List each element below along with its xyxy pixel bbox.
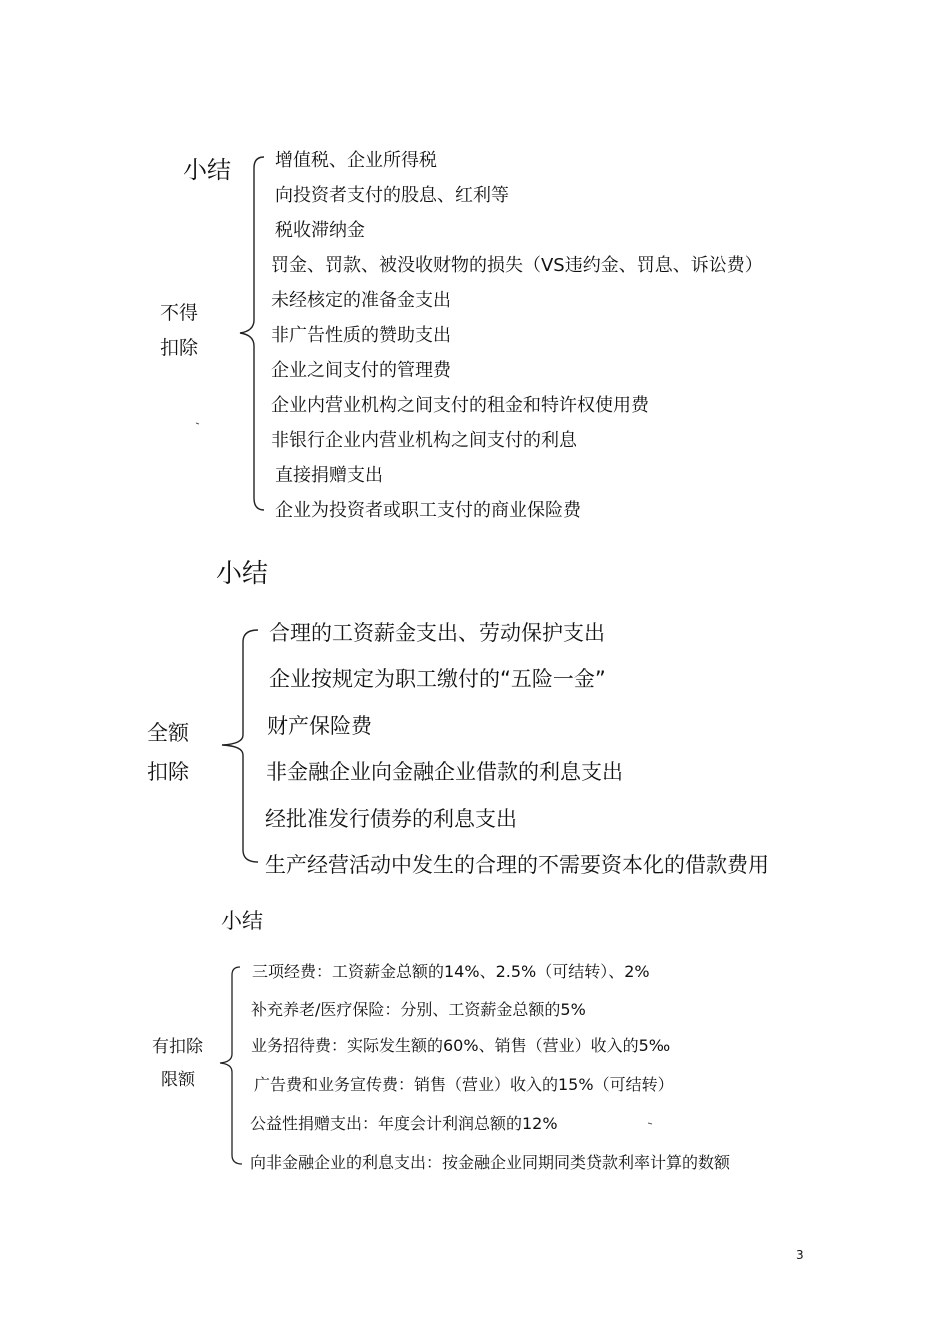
section1-item: 企业内营业机构之间支付的租金和特许权使用费 xyxy=(271,395,649,416)
section3-item: 业务招待费：实际发生额的60%、销售（营业）收入的5‰ xyxy=(251,1036,671,1055)
section3-item: 三项经费：工资薪金总额的14%、2.5%（可结转）、2% xyxy=(252,962,650,981)
section2-item: 企业按规定为职工缴付的“五险一金” xyxy=(269,667,606,691)
section1-item: 增值税、企业所得税 xyxy=(275,150,437,171)
section1-item: 企业为投资者或职工支付的商业保险费 xyxy=(275,500,581,521)
section1-label-line2: 扣除 xyxy=(160,337,199,359)
brace-section1 xyxy=(240,157,264,510)
section3-label-line1: 有扣除 xyxy=(152,1037,203,1057)
section2-item: 生产经营活动中发生的合理的不需要资本化的借款费用 xyxy=(265,853,769,877)
section2-label-line2: 扣除 xyxy=(147,760,189,784)
section3-item: 向非金融企业的利息支出：按金融企业同期同类贷款利率计算的数额 xyxy=(250,1153,731,1172)
page-number: 3 xyxy=(796,1248,804,1262)
section3-title: 小结 xyxy=(221,909,263,933)
section1-item: 直接捐赠支出 xyxy=(275,465,383,486)
section1-item: 向投资者支付的股息、红利等 xyxy=(275,185,509,206)
section2-title: 小结 xyxy=(216,559,269,589)
section3-label-line2: 限额 xyxy=(161,1070,195,1090)
section2-item: 非金融企业向金融企业借款的利息支出 xyxy=(266,760,623,784)
section3-item: 广告费和业务宣传费：销售（营业）收入的15%（可结转） xyxy=(254,1075,674,1094)
section1-item: 未经核定的准备金支出 xyxy=(271,290,451,311)
section1-item: 税收滞纳金 xyxy=(275,220,365,241)
stray-mark xyxy=(648,1123,652,1124)
section1-item: 企业之间支付的管理费 xyxy=(271,360,451,381)
section2-label-line1: 全额 xyxy=(147,721,189,745)
section1-label-line1: 不得 xyxy=(160,302,199,324)
section2-item: 合理的工资薪金支出、劳动保护支出 xyxy=(269,621,605,645)
section3-item: 补充养老/医疗保险：分别、工资薪金总额的5% xyxy=(251,1000,586,1019)
section1-title: 小结 xyxy=(183,156,231,184)
section1-item: 非广告性质的赞助支出 xyxy=(271,325,451,346)
brace-section2 xyxy=(222,630,258,862)
brace-section3 xyxy=(220,967,242,1164)
stray-mark xyxy=(196,423,199,424)
section2-item: 经批准发行债券的利息支出 xyxy=(265,807,517,831)
section3-item: 公益性捐赠支出：年度会计利润总额的12% xyxy=(250,1114,558,1133)
section2-item: 财产保险费 xyxy=(267,714,372,738)
section1-item: 非银行企业内营业机构之间支付的利息 xyxy=(271,430,577,451)
section1-item: 罚金、罚款、被没收财物的损失（VS违约金、罚息、诉讼费） xyxy=(271,255,763,276)
